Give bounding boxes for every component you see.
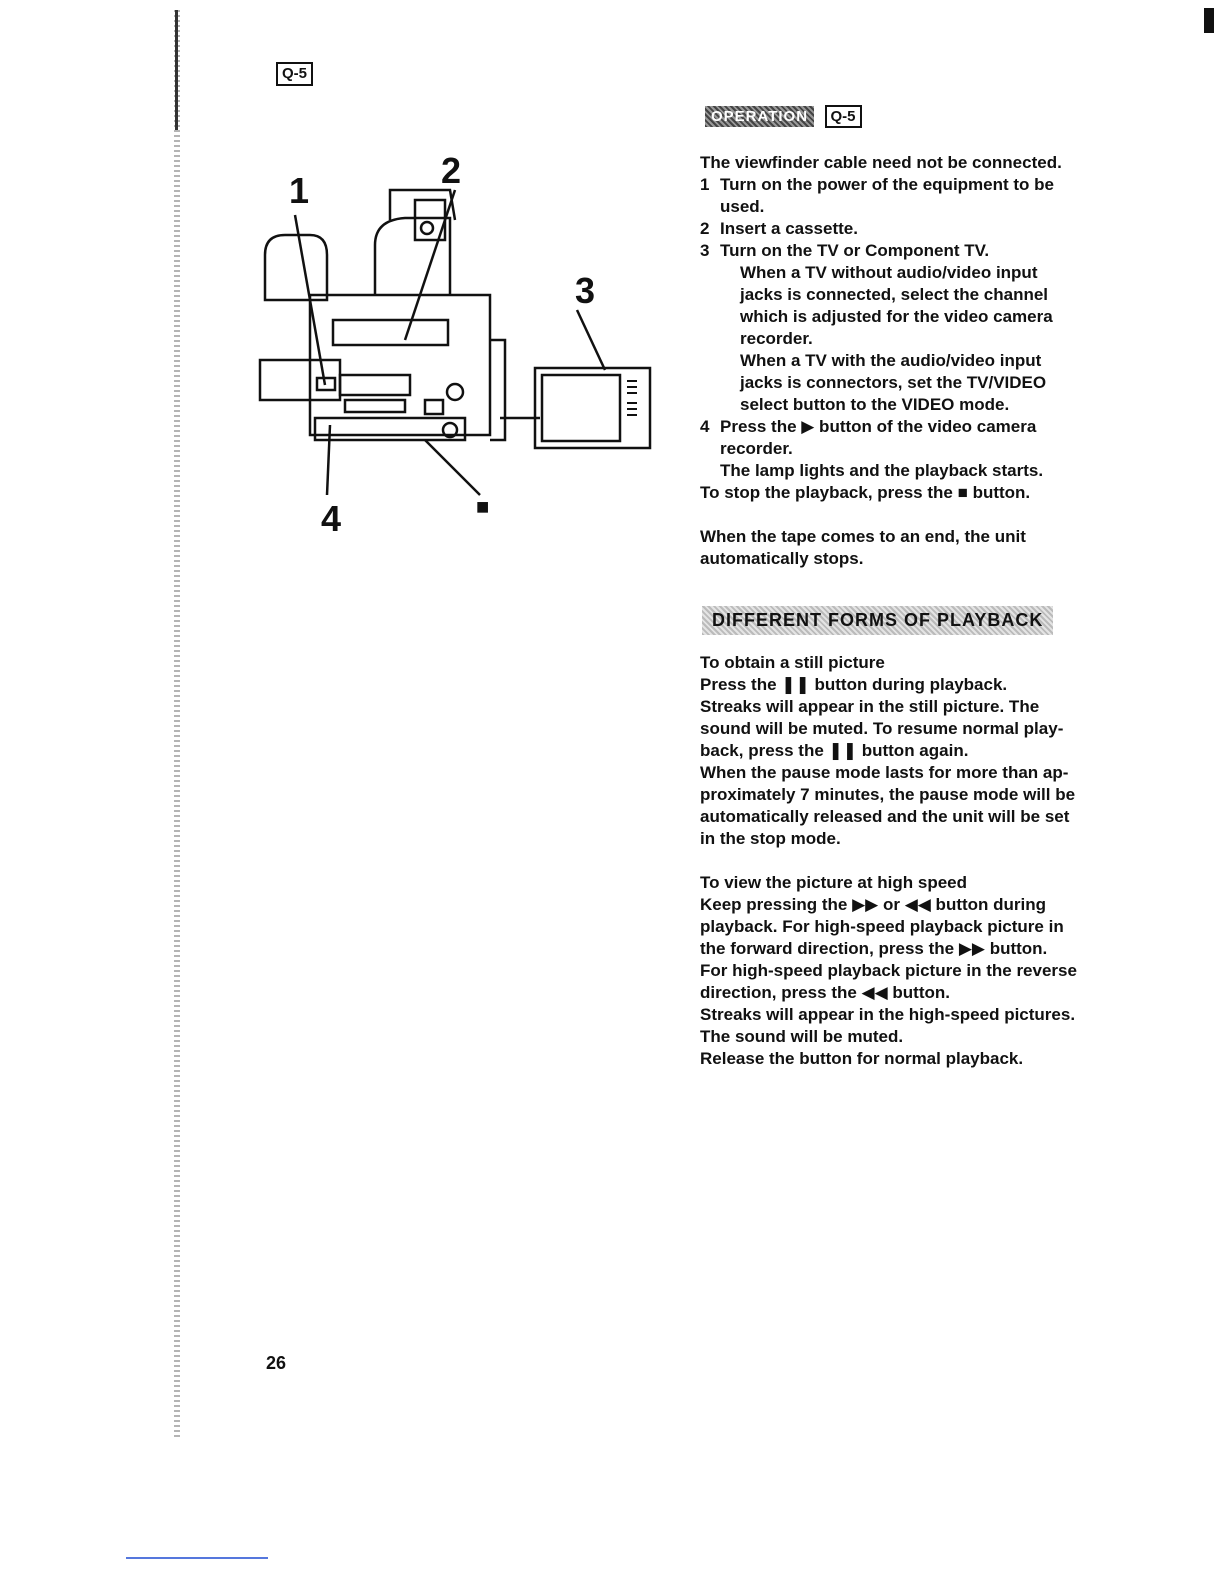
callout-4: 4 [321,498,342,539]
still-picture-line: automatically released and the unit will be set [700,807,1070,826]
still-picture-line: sound will be muted. To resume normal play- [700,719,1064,738]
camera-tv-diagram [255,150,665,540]
callout-1: 1 [289,170,310,211]
high-speed-line: playback. For high-speed playback picture in [700,917,1064,936]
still-picture-line: back, press the ❚❚ button again. [700,741,969,760]
still-picture-section [700,652,1090,850]
callout-3: 3 [575,270,596,311]
callout-stop: ■ [476,494,490,519]
step-3-note-line: When a TV without audio/video input [740,263,1038,282]
still-picture-line: Streaks will appear in the still picture. The [700,697,1040,716]
step-num: 1 [700,175,710,194]
high-speed-line: Keep pressing the ▶▶ or ◀◀ button during [700,895,1047,914]
callout-2: 2 [441,150,462,191]
operation-intro: The viewfinder cable need not be connected. [700,153,1062,172]
step-3-note-line: When a TV with the audio/video input [740,351,1042,370]
scan-edge-dark [175,10,178,130]
operation-header [705,106,862,127]
still-picture-line: When the pause mode lasts for more than ap- [700,763,1069,782]
playback-heading-wrap [702,606,1053,635]
step-3-note-line: jacks is connectors, set the TV/VIDEO [740,373,1047,392]
still-picture-line: in the stop mode. [700,829,841,848]
high-speed-line: For high-speed playback picture in the reverse [700,961,1077,980]
step-3-note-line: select button to the VIDEO mode. [740,395,1010,414]
scan-edge [174,10,180,1440]
step-text: Press the ▶ button of the video camera [720,417,1037,436]
high-speed-line: direction, press the ◀◀ button. [700,983,950,1002]
step-1 [700,174,1090,196]
step-4 [700,416,1090,438]
high-speed-line: Streaks will appear in the high-speed pictures. [700,1005,1076,1024]
step-3-note-line: which is adjusted for the video camera [740,307,1053,326]
playback-heading: DIFFERENT FORMS OF PLAYBACK [702,606,1053,635]
step-4-note: The lamp lights and the playback starts. [720,461,1044,480]
step-text: Turn on the power of the equipment to be [720,175,1054,194]
camcorder-body [310,295,490,435]
operation-section [700,152,1090,570]
operation-badge: OPERATION [705,106,814,127]
high-speed-line: Release the button for normal playback. [700,1049,1024,1068]
step-text: Insert a cassette. [720,219,858,238]
step-3-note-line: recorder. [740,329,813,348]
step-4-cont: recorder. [720,439,793,458]
step-2 [700,218,1090,240]
step-text: Turn on the TV or Component TV. [720,241,990,260]
high-speed-title: To view the picture at high speed [700,873,968,892]
stop-instruction: To stop the playback, press the ■ button. [700,483,1031,502]
operation-q5-label: Q-5 [825,105,862,128]
step-1-cont: used. [720,197,765,216]
scan-mark [1204,8,1214,33]
step-num: 2 [700,219,710,238]
scan-line [126,1557,268,1559]
still-picture-line: Press the ❚❚ button during playback. [700,675,1008,694]
step-num: 4 [700,417,710,436]
high-speed-line: The sound will be muted. [700,1027,904,1046]
step-num: 3 [700,241,710,260]
still-picture-line: proximately 7 minutes, the pause mode will be [700,785,1076,804]
step-3-note-line: jacks is connected, select the channel [740,285,1049,304]
end-para-line: automatically stops. [700,549,864,568]
step-3 [700,240,1090,262]
page-number: 26 [266,1353,287,1373]
high-speed-line: the forward direction, press the ▶▶ button. [700,939,1048,958]
diagram-svg [255,150,665,540]
battery-shape [265,235,327,300]
high-speed-section [700,872,1090,1070]
still-picture-title: To obtain a still picture [700,653,885,672]
end-para-line: When the tape comes to an end, the unit [700,527,1026,546]
q5-label: Q-5 [276,62,313,86]
